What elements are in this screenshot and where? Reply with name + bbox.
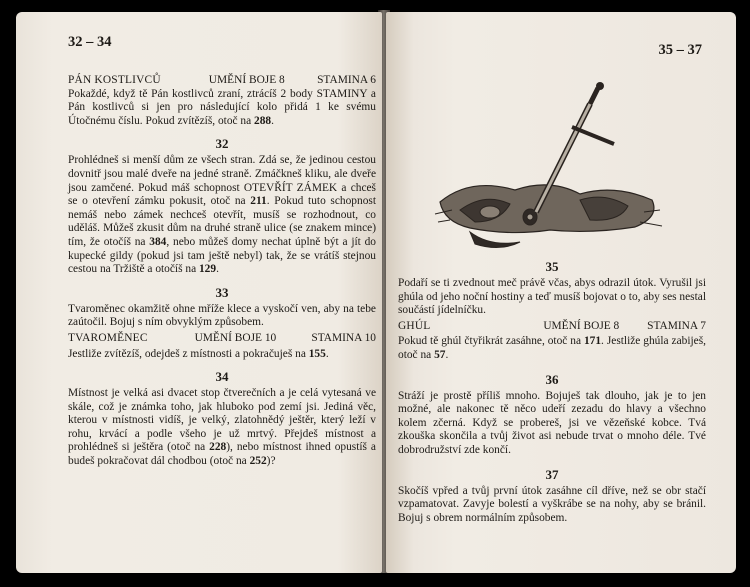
section-number-37: 37 bbox=[545, 466, 559, 482]
paragraph-35-after: Pokud tě ghúl čtyřikrát zasáhne, otoč na 171. Jestliže ghúla zabiješ, otoč na 57. bbox=[398, 335, 706, 361]
section-number-33: 33 bbox=[215, 284, 229, 300]
section-ref: 171 bbox=[583, 335, 602, 348]
right-page-number: 35 – 37 bbox=[658, 42, 702, 58]
enemy-stamina: STAMINA 6 bbox=[317, 74, 376, 86]
paragraph-33-after: Jestliže zvítězíš, odejdeš z místnosti a pokračuješ na 155. bbox=[68, 347, 329, 360]
section-ref: 384 bbox=[149, 235, 167, 248]
stat-block-shapeshifter bbox=[68, 332, 376, 346]
enemy-skill: UMĚNÍ BOJE 8 bbox=[543, 319, 620, 332]
enemy-name: TVAROMĚNEC bbox=[68, 331, 148, 344]
section-ref: 129 bbox=[198, 263, 217, 276]
section-number-36: 36 bbox=[545, 371, 559, 387]
paragraph-32: Prohlédneš si menší dům ze všech stran. Zdá se, že jedinou cestou dovnitř jsou malé dveře na jedné straně. Zmáčkneš kliku, ale dveře jsou zamčené. Pokud máš schopnost OTEVŘÍT ZÁMEK a chceš se o otevření zámku pokusit, otoč na 211. Pokud tuto schopnost nemáš nebo zámek nechceš otevřít, musíš se rozhodnout, co uděláš. Můžeš zkusit dům na druhé straně ulice (se znakem mince) tím, že otočíš na 384, nebo můžeš domy nechat úplně být a jít do kupecké gildy (pokud jsi tam ještě nebyl) tak, že se vrátíš stejnou cestou na Tržiště a otočíš na 129. bbox=[68, 154, 376, 276]
right-text-column bbox=[398, 260, 706, 525]
sword-illustration bbox=[430, 82, 668, 260]
paragraph-36: Stráží je prostě příliš mnoho. Bojuješ tak dlouho, jak je to jen možné, ale nakonec tě něco udeří zezadu do hlavy a všechno kolem zčerná. Když se probereš, jsi ve vězeňské kobce. Tvá zkouška skončila a tvůj život asi nebude trvat o mnoho déle. Tvé dobrodružství zde končí. bbox=[398, 389, 706, 456]
right-page bbox=[386, 12, 736, 573]
enemy-skill: UMĚNÍ BOJE 8 bbox=[208, 74, 285, 86]
paragraph-37: Skočíš vpřed a tvůj první útok zasáhne cíl dříve, než se obr stačí vzpamatovat. Zavyje bolestí a vyškrábe se na nohy, aby se bránil. Bojuj s obrem normálním způsobem. bbox=[398, 484, 706, 524]
enemy-stamina: STAMINA 7 bbox=[647, 319, 707, 332]
enemy-stamina: STAMINA 10 bbox=[311, 331, 376, 344]
section-ref: 57 bbox=[434, 348, 446, 361]
paragraph-35: Podaří se ti zvednout meč právě včas, abys odrazil útok. Vyrušil jsi ghúla od jeho noční hostiny a teď musíš bojovat o to, aby ses nestal součástí jídelníčku. bbox=[398, 277, 706, 317]
enemy-name: PÁN KOSTLIVCŮ bbox=[68, 74, 161, 86]
section-ref: 155 bbox=[308, 347, 326, 360]
section-number-35: 35 bbox=[545, 259, 559, 274]
paragraph-34: Místnost je velká asi dvacet stop čtverečních a je celá vytesaná ve skále, což je známka toho, jak hluboko pod zemí jsi. Jediná věc, kterou v místnosti vidíš, je velký, zlatohnědý ještěr, který leží v rohu, krvácí a podle všeho je už mrtvý. Přejdeš místnost a prohlédneš si ještěra (otoč na 228), nebo místnost ihned opustíš a budeš pokračovat dál chodbou (otoč na 252)? bbox=[68, 387, 376, 468]
left-page bbox=[16, 12, 382, 573]
left-page-number: 32 – 34 bbox=[68, 34, 112, 50]
enemy-skill: UMĚNÍ BOJE 10 bbox=[194, 331, 277, 344]
section-ref: 211 bbox=[250, 195, 267, 208]
stat-block-ghoul bbox=[398, 320, 706, 334]
stat-block-skeleton-lord bbox=[68, 74, 376, 88]
paragraph-33: Tvaroměnec okamžitě ohne mříže klece a vyskočí ven, aby na tebe zaútočil. Bojuj s ním obvyklým způsobem. bbox=[68, 302, 376, 329]
section-ref: 228 bbox=[209, 441, 227, 454]
section-ref: 288 bbox=[254, 114, 272, 127]
section-ref: 252 bbox=[249, 455, 267, 468]
paragraph-intro: Pokaždé, když tě Pán kostlivců zraní, ztrácíš 2 body STAMINY a Pán kostlivců si jen pro následující kolo přidá 1 ke svému Útočnému číslu. Pokud zvítězíš, otoč na 288. bbox=[68, 87, 376, 127]
rubble-icon bbox=[435, 185, 662, 248]
enemy-name: GHÚL bbox=[398, 319, 431, 332]
left-text-column bbox=[68, 74, 376, 469]
section-number-32: 32 bbox=[215, 136, 229, 152]
section-number-34: 34 bbox=[215, 369, 229, 385]
